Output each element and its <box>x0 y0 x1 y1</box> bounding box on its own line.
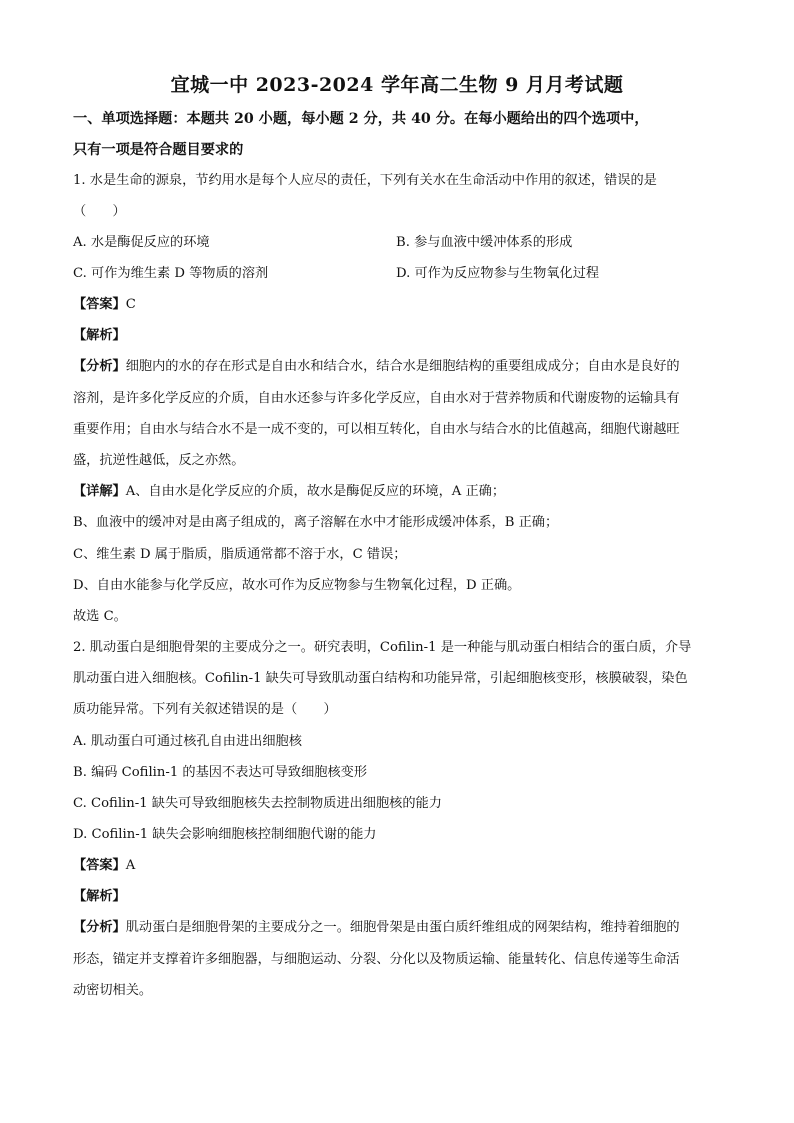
q1-fenxi-line-1 <box>73 357 723 377</box>
answer-tag: 【答案】 <box>73 297 126 312</box>
answer-value: A <box>125 858 136 873</box>
q2-stem-line-1: 2. 肌动蛋白是细胞骨架的主要成分之一。研究表明，Cofilin-1 是一种能与肌动蛋白相结合的蛋白质，介导 <box>73 640 692 655</box>
fenxi-tag: 【分析】 <box>73 920 126 935</box>
q1-option-a: A. 水是酶促反应的环境 <box>73 235 210 250</box>
q1-conclusion: 故选 C。 <box>73 609 127 624</box>
q2-option-c: C. Cofilin-1 缺失可导致细胞核失去控制物质进出细胞核的能力 <box>73 796 442 811</box>
q1-option-b: B. 参与血液中缓冲体系的形成 <box>396 235 573 250</box>
q1-fenxi-line-2: 溶剂，是许多化学反应的介质，自由水还参与许多化学反应，自由水对于营养物质和代谢废物的运输具有 <box>73 391 680 406</box>
fenxi-text: 细胞内的水的存在形式是自由水和结合水，结合水是细胞结构的重要组成成分；自由水是良好的 <box>125 359 680 374</box>
q1-fenxi-line-4: 盛，抗逆性越低，反之亦然。 <box>73 453 245 468</box>
q2-fenxi-line-1 <box>73 918 723 938</box>
q1-analysis-label: 【解析】 <box>73 328 126 343</box>
q1-stem-line-2: （ ） <box>73 204 126 219</box>
section-header-line-2: 只有一项是符合题目要求的 <box>73 142 244 158</box>
q2-fenxi-line-2: 形态，锚定并支撑着许多细胞器，与细胞运动、分裂、分化以及物质运输、能量转化、信息传递等生命活 <box>73 952 680 967</box>
q2-answer <box>73 856 723 876</box>
detail-text: A、自由水是化学反应的介质，故水是酶促反应的环境，A 正确； <box>125 484 506 499</box>
q1-fenxi-line-3: 重要作用；自由水与结合水不是一成不变的，可以相互转化，自由水与结合水的比值越高，细胞代谢越旺 <box>73 422 680 437</box>
detail-tag: 【详解】 <box>73 484 126 499</box>
q1-option-d: D. 可作为反应物参与生物氧化过程 <box>396 266 600 281</box>
q1-answer <box>73 295 723 315</box>
q2-analysis-label: 【解析】 <box>73 889 126 904</box>
q1-option-c: C. 可作为维生素 D 等物质的溶剂 <box>73 266 269 281</box>
page-title: 宜城一中 2023-2024 学年高二生物 9 月月考试题 <box>170 74 624 96</box>
answer-value: C <box>125 297 136 312</box>
q2-option-a: A. 肌动蛋白可通过核孔自由进出细胞核 <box>73 734 302 749</box>
q2-option-d: D. Cofilin-1 缺失会影响细胞核控制细胞代谢的能力 <box>73 827 377 842</box>
q2-stem-line-3: 质功能异常。下列有关叙述错误的是（ ） <box>73 702 337 717</box>
answer-tag: 【答案】 <box>73 858 126 873</box>
fenxi-tag: 【分析】 <box>73 359 126 374</box>
q2-stem-line-2: 肌动蛋白进入细胞核。Cofilin-1 缺失可导致肌动蛋白结构和功能异常，引起细胞核变形，核膜破裂，染色 <box>73 671 688 686</box>
q1-detail-line-2: B、血液中的缓冲对是由离子组成的，离子溶解在水中才能形成缓冲体系，B 正确； <box>73 515 559 530</box>
q1-detail-line-4: D、自由水能参与化学反应，故水可作为反应物参与生物氧化过程，D 正确。 <box>73 578 521 593</box>
q1-stem-line-1: 1. 水是生命的源泉，节约用水是每个人应尽的责任，下列有关水在生命活动中作用的叙述，错误的是 <box>73 173 657 188</box>
q2-fenxi-line-3: 动密切相关。 <box>73 983 153 998</box>
q1-detail-line-3: C、维生素 D 属于脂质，脂质通常都不溶于水，C 错误； <box>73 547 407 562</box>
q2-option-b: B. 编码 Cofilin-1 的基因不表达可导致细胞核变形 <box>73 765 368 780</box>
q1-detail-line-1 <box>73 482 723 502</box>
section-header-line-1: 一、单项选择题：本题共 20 小题，每小题 2 分，共 40 分。在每小题给出的四个选项中， <box>73 111 649 127</box>
fenxi-text: 肌动蛋白是细胞骨架的主要成分之一。细胞骨架是由蛋白质纤维组成的网架结构，维持着细胞的 <box>125 920 680 935</box>
